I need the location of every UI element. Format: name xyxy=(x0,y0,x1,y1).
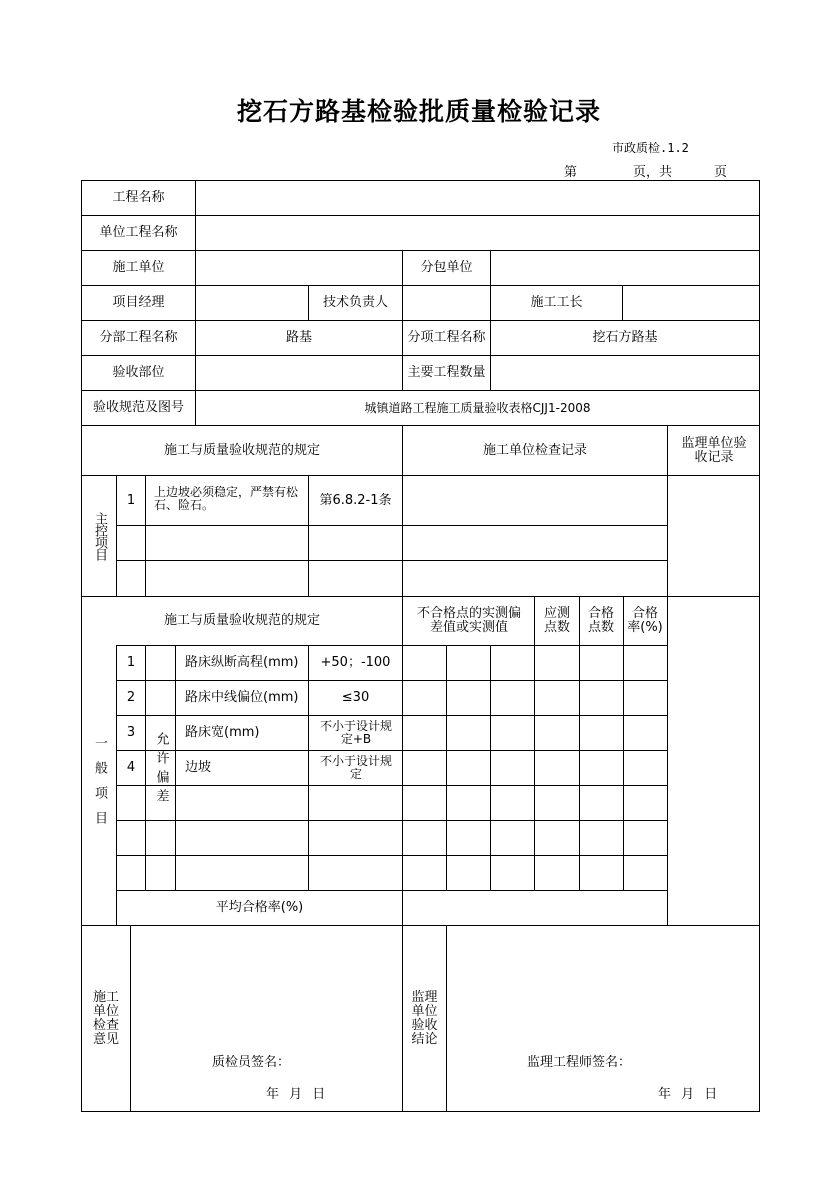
label-foreman: 施工工长 xyxy=(530,295,583,310)
avg-pass-rate-label: 平均合格率(%) xyxy=(215,900,304,915)
label-construction-unit: 施工单位 xyxy=(112,260,165,275)
general-side-label xyxy=(82,646,116,925)
general-item-no: 1 xyxy=(126,655,136,670)
general-item-no: 3 xyxy=(126,725,136,740)
supervisor-header: 监理单位验收记录 xyxy=(681,435,747,465)
value-division: 路基 xyxy=(285,330,312,345)
main-item-no: 1 xyxy=(126,492,136,508)
label-spec: 验收规范及图号 xyxy=(92,400,184,415)
label-division-name: 分部工程名称 xyxy=(99,330,178,345)
date-left: 年 月 日 xyxy=(266,1087,326,1102)
value-spec: 城镇道路工程施工质量验收表格CJJ1-2008 xyxy=(364,400,591,415)
pass-rate-header: 合格率(%) xyxy=(627,606,663,635)
general-item-value: ≤30 xyxy=(341,690,370,705)
page-number-label: 第 xyxy=(564,165,578,180)
general-item-name: 路床纵断高程(mm) xyxy=(185,655,299,670)
main-control-side-label: 主控项目 xyxy=(92,512,107,560)
label-subcontract-unit: 分包单位 xyxy=(420,260,473,275)
general-rule-header: 施工与质量验收规范的规定 xyxy=(163,613,320,628)
page-title: 挖石方路基检验批质量检验记录 xyxy=(236,97,601,126)
value-subitem: 挖石方路基 xyxy=(592,330,658,345)
general-item-name: 边坡 xyxy=(185,760,212,775)
label-project-manager: 项目经理 xyxy=(112,295,165,310)
page-total-label: 页，共 xyxy=(633,165,673,180)
label-subitem-name: 分项工程名称 xyxy=(407,330,486,345)
label-unit-project-name: 单位工程名称 xyxy=(99,225,178,240)
supervisor-conclusion-label: 监理单位验收结论 xyxy=(411,989,438,1047)
page-unit-label: 页 xyxy=(714,165,728,180)
general-item-name: 路床中线偏位(mm) xyxy=(185,690,299,705)
main-item-clause: 第6.8.2-1条 xyxy=(319,492,392,508)
general-side-text: 一般项目 xyxy=(92,735,107,836)
main-rule-header: 施工与质量验收规范的规定 xyxy=(163,442,320,458)
general-item-name: 路床宽(mm) xyxy=(185,725,260,740)
general-item-value: +50；-100 xyxy=(320,655,391,670)
form-code: 市政质检.1.2 xyxy=(612,141,689,155)
main-item-text: 上边坡必须稳定，严禁有松石、险石。 xyxy=(154,485,299,512)
should-points-header: 应测点数 xyxy=(543,606,570,635)
deviation-header: 不合格点的实测偏差值或实测值 xyxy=(416,606,521,635)
inspector-sign-label: 质检员签名： xyxy=(212,1055,291,1070)
label-project-name: 工程名称 xyxy=(112,190,165,205)
allow-deviation-label xyxy=(146,715,175,825)
general-item-value: 不小于设计规定 xyxy=(319,754,392,781)
construction-opinion-label: 施工单位检查意见 xyxy=(92,989,119,1047)
allow-deviation-text: 允许偏差 xyxy=(153,732,169,808)
label-main-quantity: 主要工程数量 xyxy=(407,365,486,380)
general-item-value: 不小于设计规定+B xyxy=(319,719,392,746)
pass-points-header: 合格点数 xyxy=(587,606,614,635)
date-right: 年 月 日 xyxy=(658,1087,718,1102)
main-check-header: 施工单位检查记录 xyxy=(482,442,587,458)
label-tech-lead: 技术负责人 xyxy=(322,295,388,310)
engineer-sign-label: 监理工程师签名： xyxy=(527,1055,632,1070)
label-inspection-part: 验收部位 xyxy=(112,365,165,380)
general-item-no: 2 xyxy=(126,690,136,705)
general-item-no: 4 xyxy=(126,760,136,775)
